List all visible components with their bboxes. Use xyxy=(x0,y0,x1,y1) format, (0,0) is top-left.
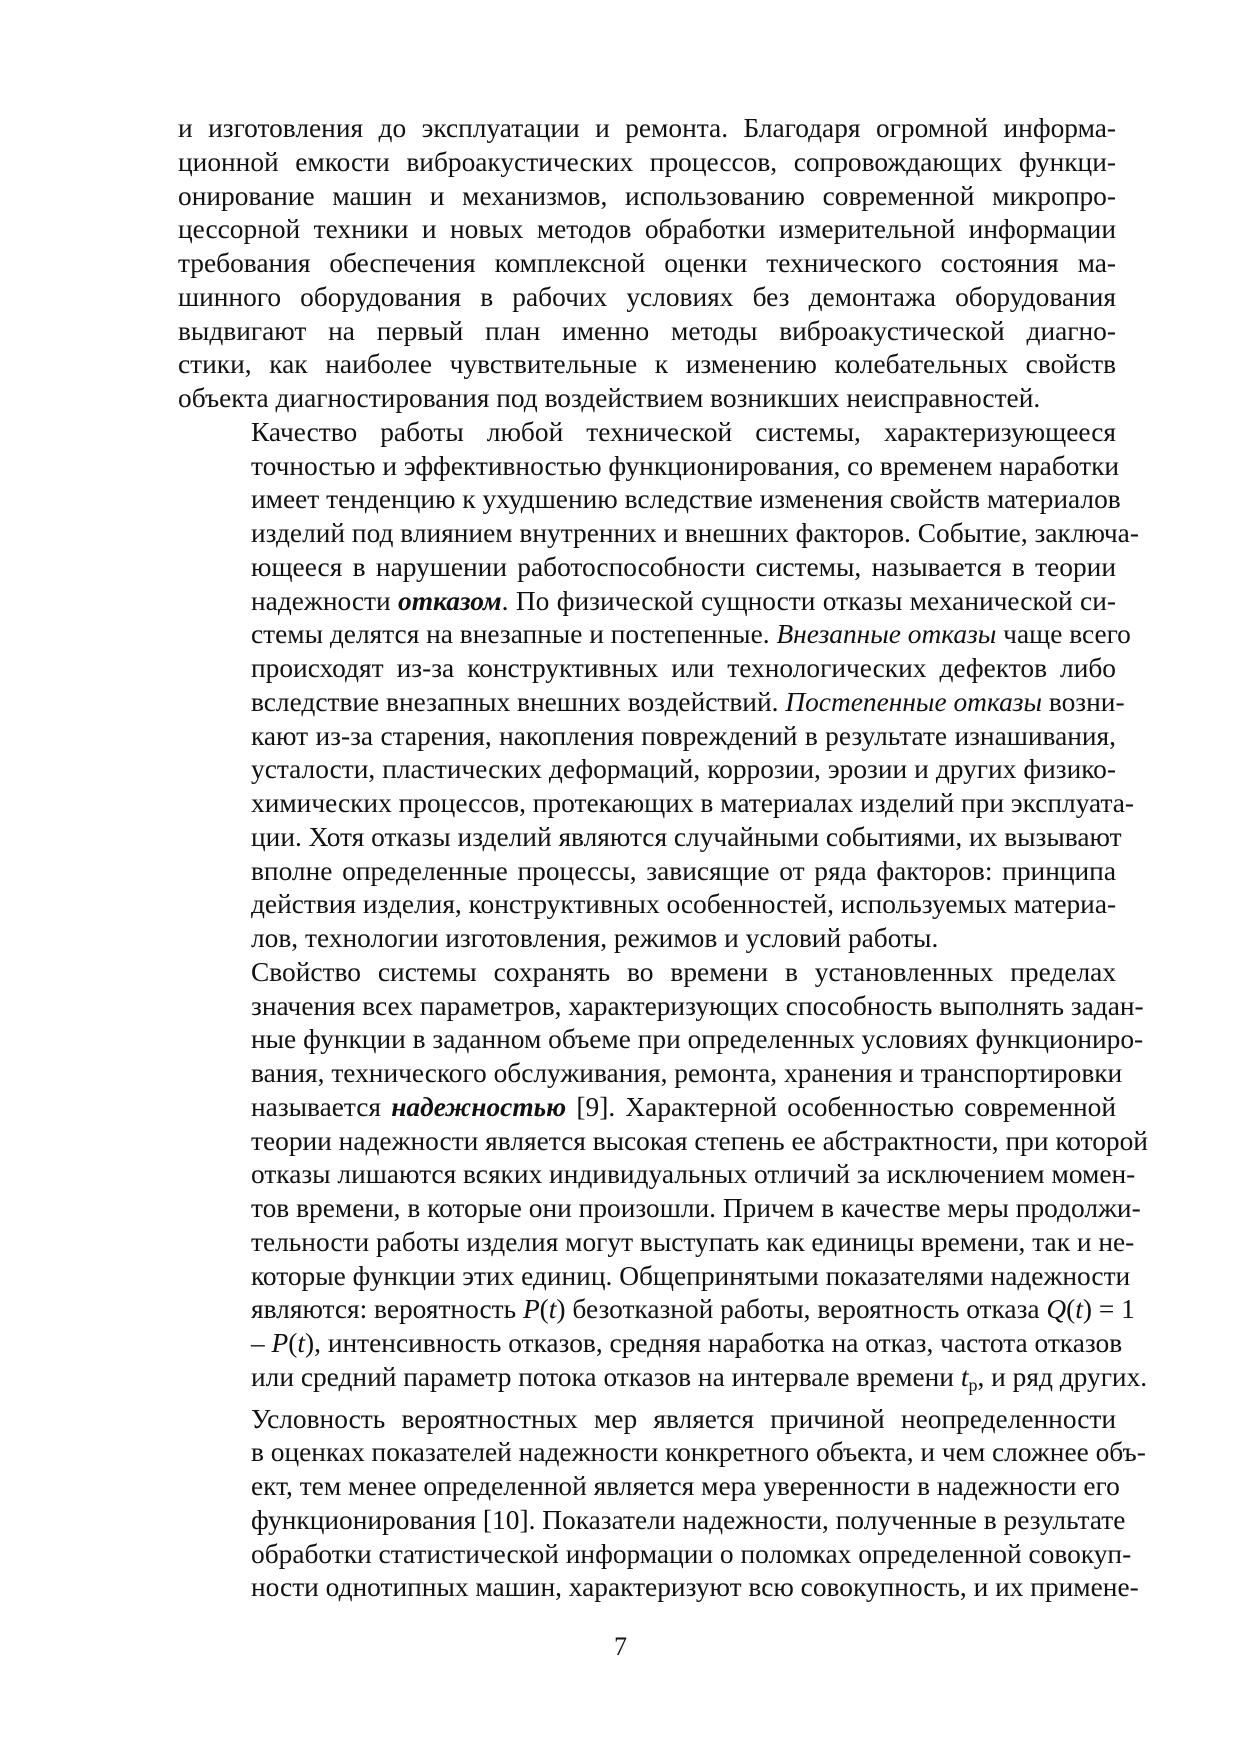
text-line xyxy=(178,315,1116,349)
text-line xyxy=(178,1327,1123,1361)
text-run: объекта диагностирования под воздействием возникших неисправностей. xyxy=(178,383,1041,413)
text-line xyxy=(178,1538,1132,1572)
text-line xyxy=(178,1260,1131,1294)
text-line xyxy=(178,1361,1148,1403)
text-run: вполне определенные процессы, зависящие от ряда факторов: принципа xyxy=(251,855,1116,886)
text-run: ( xyxy=(1066,1294,1076,1325)
text-run: ные функции в заданном объеме при определенных условиях функциониро- xyxy=(251,1024,1144,1055)
text-run: вания, технического обслуживания, ремонта, хранения и транспортировки xyxy=(251,1058,1123,1088)
paragraph-4 xyxy=(178,1403,1146,1606)
text-run: тельности работы изделия могут выступать как единицы времени, так и не- xyxy=(251,1226,1135,1257)
text-run: тов времени, в которые они произошли. Причем в качестве меры продолжи- xyxy=(251,1193,1141,1223)
text-run: в оценках показателей надежности конкретного объекта, и чем сложнее объ- xyxy=(251,1437,1146,1468)
text-run: чаще всего xyxy=(996,619,1131,650)
document-page xyxy=(178,112,1148,1605)
text-run: ционной емкости виброакустических процессов, сопровождающих функци- xyxy=(178,146,1116,177)
text-run: ции. Хотя отказы изделий являются случайными событиями, их вызывают xyxy=(251,821,1122,852)
text-line xyxy=(178,146,1116,180)
text-run: онирование машин и механизмов, использованию современной микропро- xyxy=(178,180,1116,211)
text-run: действия изделия, конструктивных особенностей, используемых материа- xyxy=(251,889,1117,920)
styled-text: надежностью xyxy=(391,1091,567,1122)
styled-text: P xyxy=(522,1294,540,1325)
text-run: кают из-за старения, накопления повреждений в результате изнашивания, xyxy=(251,720,1116,751)
text-line xyxy=(178,1023,1144,1057)
text-line xyxy=(178,1571,1139,1605)
text-line xyxy=(178,281,1116,315)
text-run: изделий под влиянием внутренних и внешних факторов. Событие, заключа- xyxy=(251,518,1139,548)
text-line xyxy=(178,450,1120,484)
text-run: значения всех параметров, характеризующих способность выполнять задан- xyxy=(251,990,1144,1021)
text-line xyxy=(178,956,1116,990)
text-line xyxy=(178,855,1116,889)
text-line xyxy=(178,1403,1116,1437)
styled-text: Постепенные отказы xyxy=(785,686,1043,717)
paragraph-1 xyxy=(178,112,1116,416)
paragraph-3 xyxy=(178,956,1148,1403)
text-line xyxy=(178,1158,1136,1192)
text-run: возни- xyxy=(1042,686,1125,717)
styled-text: t xyxy=(960,1361,969,1392)
text-line xyxy=(178,1091,1116,1125)
text-run: или средний параметр потока отказов на интервале времени xyxy=(251,1361,961,1392)
text-line xyxy=(178,416,1116,450)
text-run: являются: вероятность xyxy=(251,1294,523,1325)
text-line xyxy=(178,382,1116,416)
text-run: ект, тем менее определенной является мера уверенности в надежности его xyxy=(251,1471,1120,1501)
text-run: лов, технологии изготовления, режимов и условий работы. xyxy=(251,923,939,953)
text-run: точностью и эффективностью функционирования, со временем наработки xyxy=(251,450,1120,481)
text-line xyxy=(178,348,1116,382)
text-run: усталости, пластических деформаций, коррозии, эрозии и других физико- xyxy=(251,754,1116,785)
text-run: происходят из-за конструктивных или технологических дефектов либо xyxy=(251,653,1116,683)
text-line xyxy=(178,1226,1135,1260)
styled-text: Внезапные отказы xyxy=(776,619,997,650)
text-line xyxy=(178,551,1116,585)
text-run: надежности xyxy=(251,585,399,616)
page-number: 7 xyxy=(614,1632,627,1661)
text-line xyxy=(178,720,1116,754)
text-run: вследствие внезапных внешних воздействий. xyxy=(251,686,786,717)
text-line xyxy=(178,618,1131,652)
text-run: функционирования [10]. Показатели надежности, полученные в результате xyxy=(251,1504,1126,1535)
text-run: которые функции этих единиц. Общепринятыми показателями надежности xyxy=(251,1260,1131,1291)
text-line xyxy=(178,1293,1135,1327)
text-run: [9]. Характерной особенностью современной xyxy=(566,1091,1116,1122)
text-line xyxy=(178,1057,1123,1091)
styled-text: t xyxy=(1075,1294,1083,1325)
text-line xyxy=(178,652,1116,686)
text-line xyxy=(178,1192,1141,1226)
text-run: , и ряд других. xyxy=(977,1361,1148,1392)
text-line xyxy=(178,1470,1120,1504)
text-line xyxy=(178,821,1122,855)
text-run: требования обеспечения комплексной оценки технического состояния ма- xyxy=(178,248,1116,278)
paragraph-2 xyxy=(178,416,1139,956)
text-line xyxy=(178,112,1116,146)
text-run: ) = 1 xyxy=(1082,1294,1135,1325)
text-line xyxy=(178,213,1116,247)
styled-text: P xyxy=(271,1328,289,1358)
text-line xyxy=(178,180,1116,214)
text-line xyxy=(178,922,1116,956)
text-line xyxy=(178,585,1116,619)
text-line xyxy=(178,888,1116,922)
text-line xyxy=(178,787,1135,821)
text-run: ющееся в нарушении работоспособности системы, называется в теории xyxy=(251,551,1116,582)
text-run: Условность вероятностных мер является причиной неопределенности xyxy=(251,1403,1116,1434)
text-line xyxy=(178,1504,1126,1538)
text-run: ности однотипных машин, характеризуют всю совокупность, и их примене- xyxy=(251,1572,1139,1603)
text-run: теории надежности является высокая степень ее абстрактности, при которой xyxy=(251,1125,1148,1156)
text-run: и изготовления до эксплуатации и ремонта. Благодаря огромной информа- xyxy=(178,113,1116,143)
text-line xyxy=(178,483,1121,517)
text-run: обработки статистической информации о поломках определенной совокуп- xyxy=(251,1538,1132,1569)
text-run: ), интенсивность отказов, средняя наработка на отказ, частота отказов xyxy=(305,1328,1123,1358)
text-line xyxy=(178,1436,1146,1470)
text-run: Свойство системы сохранять во времени в установленных пределах xyxy=(251,956,1116,987)
text-run: ( xyxy=(288,1328,298,1358)
text-run: Качество работы любой технической системы, характеризующееся xyxy=(251,416,1116,447)
text-line xyxy=(178,990,1144,1024)
styled-text: t xyxy=(548,1294,557,1325)
text-run: отказы лишаются всяких индивидуальных отличий за исключением момен- xyxy=(251,1159,1136,1190)
text-run: ( xyxy=(539,1294,549,1325)
styled-text: Q xyxy=(1046,1294,1067,1325)
text-run: называется xyxy=(251,1091,392,1122)
text-line xyxy=(178,247,1116,281)
text-run: химических процессов, протекающих в материалах изделий при эксплуата- xyxy=(251,788,1135,818)
text-run: имеет тенденцию к ухудшению вследствие изменения свойств материалов xyxy=(251,484,1121,515)
text-line xyxy=(178,753,1116,787)
styled-text: р xyxy=(968,1374,978,1395)
text-run: – xyxy=(251,1328,272,1358)
text-line xyxy=(178,1125,1148,1159)
text-run: стики, как наиболее чувствительные к изменению колебательных свойств xyxy=(178,349,1116,380)
text-run: выдвигают на первый план именно методы виброакустической диагно- xyxy=(178,315,1116,346)
text-run: . По физической сущности отказы механической си- xyxy=(501,585,1116,616)
text-run: стемы делятся на внезапные и постепенные. xyxy=(251,619,777,650)
styled-text: t xyxy=(297,1328,306,1358)
text-run: ) безотказной работы, вероятность отказа xyxy=(556,1294,1047,1325)
text-run: шинного оборудования в рабочих условиях без демонтажа оборудования xyxy=(178,281,1116,312)
text-line xyxy=(178,517,1139,551)
styled-text: отказом xyxy=(398,585,502,616)
text-line xyxy=(178,686,1125,720)
text-run: цессорной техники и новых методов обработки измерительной информации xyxy=(178,214,1116,245)
